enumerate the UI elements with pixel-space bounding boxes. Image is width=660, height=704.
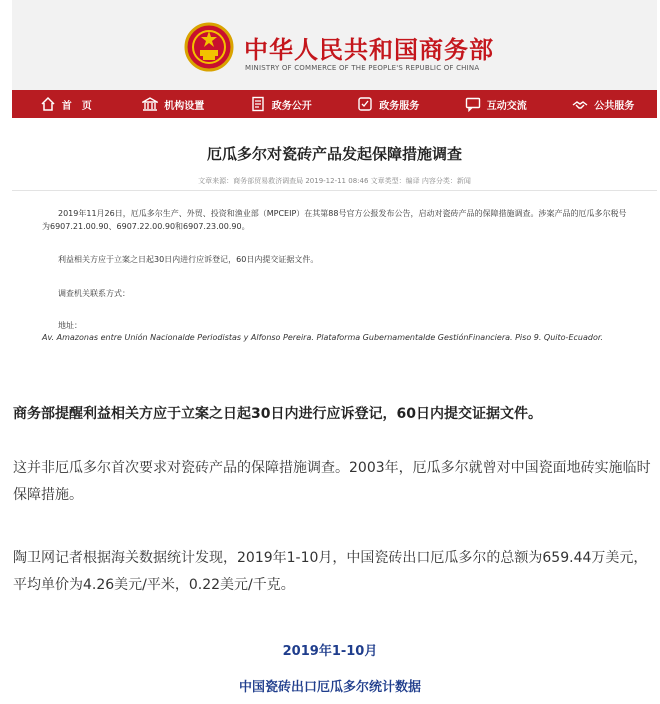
nav-item-interaction[interactable]	[442, 90, 550, 118]
nav-item-public-services[interactable]	[550, 90, 658, 118]
divider	[12, 190, 657, 191]
highlight-paragraph: 商务部提醒利益相关方应于立案之日起30日内进行应诉登记，60日内提交证据文件。	[13, 406, 542, 422]
nav-item-label: 政务服务	[379, 100, 420, 112]
site-header	[12, 0, 657, 90]
nav-item-label: 公共服务	[594, 100, 635, 112]
article-meta: 文章来源：商务部贸易救济调查局 2019-12-11 08:46 文章类型：编译 内容分类：新闻	[198, 177, 471, 185]
chart-caption-period: 2019年1-10月	[282, 644, 378, 659]
article-title: 厄瓜多尔对瓷砖产品发起保障措施调查	[206, 145, 462, 163]
ministry-name-cn: 中华人民共和国商务部	[244, 36, 494, 64]
article-paragraph: 地址：	[58, 321, 82, 330]
handshake-icon	[572, 96, 588, 112]
national-emblem-icon	[184, 22, 234, 72]
body-paragraph: 陶卫网记者根据海关数据统计发现，2019年1-10月，中国瓷砖出口厄瓜多尔的总额为659.44万美元，平均单价为4.26美元/平米，0.22美元/千克。	[13, 550, 648, 593]
chart-caption-title: 中国瓷砖出口厄瓜多尔统计数据	[238, 680, 421, 695]
home-icon	[40, 96, 56, 112]
nav-item-label: 首 页	[61, 100, 92, 112]
article-paragraph: 利益相关方应于立案之日起30日内进行应诉登记，60日内提交证据文件。	[58, 255, 319, 264]
embedded-webpage-screenshot	[12, 0, 657, 360]
nav-item-label: 互动交流	[486, 100, 527, 112]
document-icon	[250, 96, 266, 112]
nav-item-label: 政务公开	[271, 100, 312, 112]
nav-item-home[interactable]	[12, 90, 120, 118]
ministry-name-en: MINISTRY OF COMMERCE OF THE PEOPLE'S REPUBLIC OF CHINA	[245, 64, 480, 72]
body-paragraph: 这并非厄瓜多尔首次要求对瓷砖产品的保障措施调查。2003年，厄瓜多尔就曾对中国瓷面地砖实施临时保障措施。	[13, 460, 651, 503]
article-paragraph: 2019年11月26日，厄瓜多尔生产、外贸、投资和渔业部（MPCEIP）在其第88号官方公报发布公告，启动对瓷砖产品的保障措施调查。涉案产品的厄瓜多尔税号为6907.21.00.90、6907.22.00.90和6907.23.00.90。	[42, 209, 627, 231]
article-paragraph: 调查机关联系方式：	[58, 289, 130, 298]
nav-item-services[interactable]	[335, 90, 443, 118]
service-icon	[357, 96, 373, 112]
nav-item-public-affairs[interactable]	[227, 90, 335, 118]
nav-item-label: 机构设置	[164, 100, 205, 112]
building-icon	[142, 96, 158, 112]
chat-icon	[465, 96, 481, 112]
main-navbar	[12, 90, 657, 118]
nav-item-organization[interactable]	[120, 90, 228, 118]
address-text: Av. Amazonas entre Unión Nacionalde Periodistas y Alfonso Pereira. Plataforma Gubernamentalde GestiónFinanciera. Piso 9. Quito-Ecuador.	[42, 333, 603, 342]
